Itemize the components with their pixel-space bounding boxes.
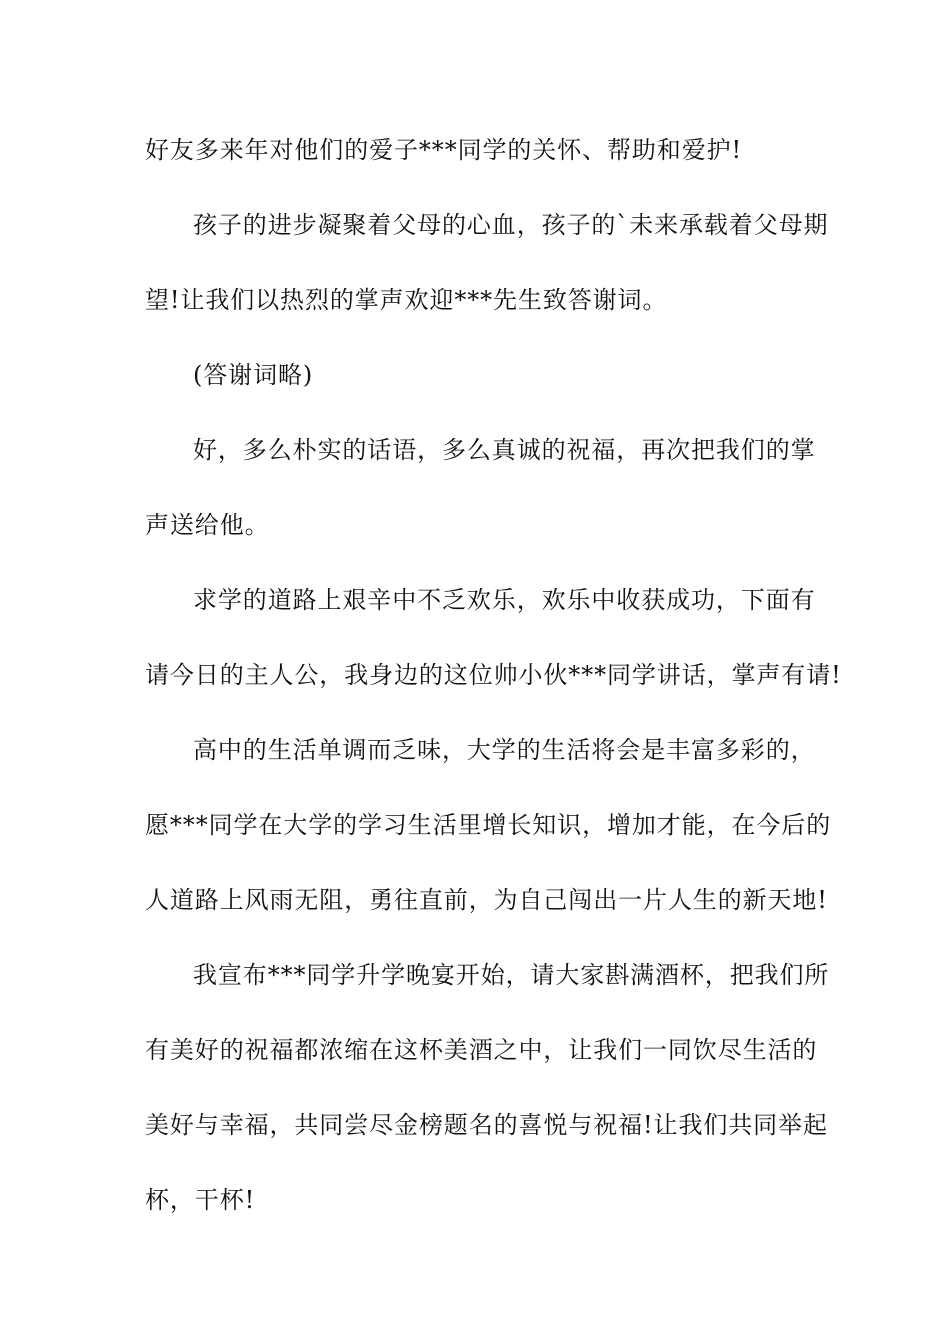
text-line: 高中的生活单调而乏味，大学的生活将会是丰富多彩的， — [193, 736, 816, 764]
text-line: 求学的道路上艰辛中不乏欢乐，欢乐中收获成功，下面有 — [193, 586, 816, 614]
text-line: 请今日的主人公，我身边的这位帅小伙***同学讲话，掌声有请! — [145, 661, 842, 689]
text-line: 孩子的进步凝聚着父母的心血，孩子的`未来承载着父母期 — [193, 211, 829, 239]
text-line: (答谢词略) — [193, 361, 314, 389]
text-line: 我宣布***同学升学晚宴开始，请大家斟满酒杯，把我们所 — [193, 961, 830, 989]
text-line: 愿***同学在大学的学习生活里增长知识，增加才能，在今后的 — [145, 811, 832, 839]
text-line: 有美好的祝福都浓缩在这杯美酒之中，让我们一同饮尽生活的 — [145, 1036, 818, 1064]
text-line: 美好与幸福，共同尝尽金榜题名的喜悦与祝福!让我们共同举起 — [145, 1111, 828, 1139]
text-line: 好友多来年对他们的爱子***同学的关怀、帮助和爱护! — [145, 136, 743, 164]
text-line: 好，多么朴实的话语，多么真诚的祝福，再次把我们的掌 — [193, 436, 816, 464]
text-line: 声送给他。 — [145, 511, 270, 539]
text-line: 杯，干杯! — [145, 1186, 256, 1214]
text-line: 望!让我们以热烈的掌声欢迎***先生致答谢词。 — [145, 286, 668, 314]
text-line: 人道路上风雨无阻，勇往直前，为自己闯出一片人生的新天地! — [145, 886, 828, 914]
